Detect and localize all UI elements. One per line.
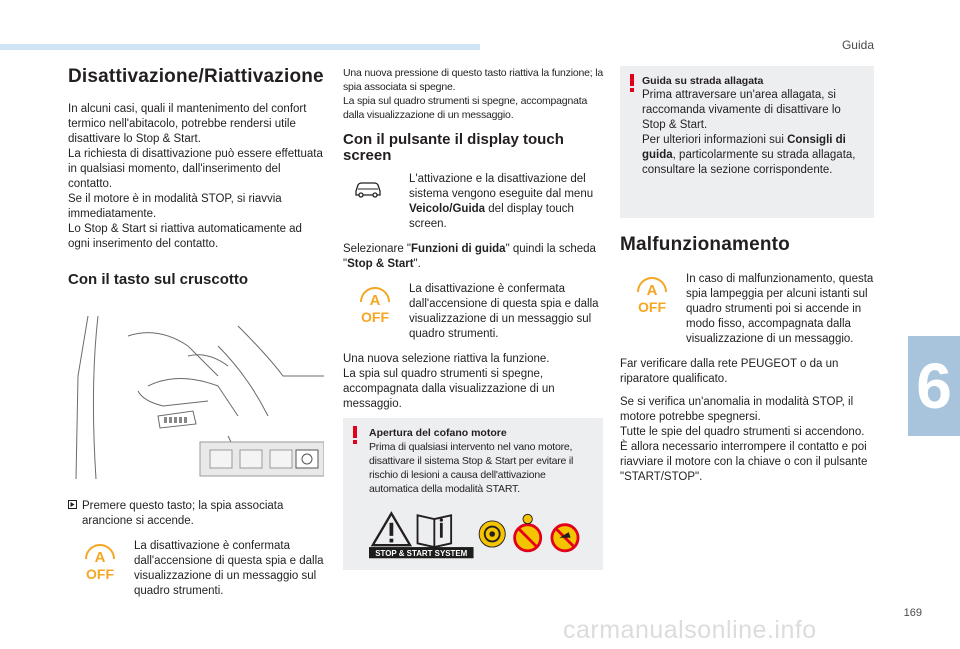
reactivate-line-1: Una nuova selezione riattiva la funzione. — [343, 353, 550, 365]
bullet-text: Premere questo tasto; la spia associata arancione si accende. — [82, 500, 284, 527]
off-indicator-row-3 — [620, 272, 874, 347]
touch-row — [343, 172, 603, 232]
off-icon-letter: A — [646, 282, 658, 299]
select-text: Selezionare "Funzioni di guida" quindi la scheda "Stop & Start". — [343, 243, 596, 270]
fault-para-2a: Se si verifica un'anomalia in modalità STOP, il motore potrebbe spegnersi. — [620, 396, 854, 423]
dashboard-illustration — [68, 316, 324, 479]
off-indicator-row-2 — [343, 282, 603, 342]
para-spia-spegne: La spia sul quadro strumenti si spegne, accompagnata dalla visualizzazione di un messaggio. — [343, 95, 588, 121]
title-disattivazione: Disattivazione/Riattivazione — [68, 66, 324, 87]
stop-start-off-icon — [78, 539, 122, 588]
reactivate-line-2: La spia sul quadro strumenti si spegne, accompagnata dalla visualizzazione di un messaggio. — [343, 368, 555, 410]
warning-allagata-text-1: Prima attraversare un'area allagata, si raccomanda vivamente di disattivare lo Stop & Start. — [642, 89, 841, 131]
warning-cofano — [343, 418, 603, 570]
touch-text: L'attivazione e la disattivazione del sistema vengono eseguite dal menu Veicolo/Guida del display touch screen. — [409, 173, 594, 230]
fault-para-1: Far verificare dalla rete PEUGEOT o da un riparatore qualificato. — [620, 358, 839, 385]
column-left — [68, 66, 324, 599]
off-icon-letter: A — [369, 292, 381, 309]
off-icon-word: OFF — [638, 299, 666, 315]
intro-line-3: Se il motore è in modalità STOP, si riavvia immediatamente. — [68, 193, 282, 220]
dashboard-drawing — [68, 316, 324, 479]
bullet-arrow-icon — [68, 499, 82, 529]
off-icon-letter: A — [94, 549, 106, 566]
car-touch-menu-icon — [353, 178, 397, 203]
stop-start-sticker — [369, 508, 593, 560]
para-nuova-pressione: Una nuova pressione di questo tasto riattiva la funzione; la spia associata si spegne. — [343, 67, 604, 93]
fault-off-text: In caso di malfunzionamento, questa spia lampeggia per alcuni istanti sul quadro strumenti poi si accende in modo fisso, accompagnata dalla visualizzazione di un messaggio. — [686, 273, 874, 345]
heading-cruscotto: Con il tasto sul cruscotto — [68, 271, 249, 288]
intro-line-2: La richiesta di disattivazione può essere effettuata in qualsiasi momento, dall'inserimento del contatto. — [68, 148, 323, 190]
section-label: Guida — [841, 38, 874, 52]
warning-cofano-title: Apertura del cofano motore — [369, 427, 507, 439]
exclamation-icon — [351, 426, 359, 444]
intro-line-4: Lo Stop & Start si riattiva automaticamente ad ogni inserimento del contatto. — [68, 223, 302, 250]
top-color-bar — [0, 44, 480, 50]
column-middle — [343, 66, 603, 570]
watermark: carmanualsonline.info — [563, 616, 817, 644]
off-text-2: La disattivazione è confermata dall'accensione di questa spia e dalla visualizzazione di un messaggio sul quadro strumenti. — [409, 283, 599, 340]
intro-line-1: In alcuni casi, quali il mantenimento del confort termico nell'abitacolo, potrebbe rendersi utile disattivare lo Stop & Start. — [68, 103, 307, 145]
stop-start-off-icon — [630, 272, 674, 321]
off-text-1: La disattivazione è confermata dall'accensione di questa spia e dalla visualizzazione di un messaggio sul quadro strumenti. — [134, 540, 324, 597]
fault-para-2c: È allora necessario interrompere il contatto e poi riavviare il motore con la chiave o con il pulsante "START/STOP". — [620, 441, 868, 483]
fault-para-2b: Tutte le spie del quadro strumenti si accendono. — [620, 426, 865, 438]
warning-allagata — [620, 66, 874, 218]
exclamation-icon — [628, 74, 636, 92]
off-indicator-row — [68, 539, 324, 599]
heading-touch: Con il pulsante il display touch screen — [343, 131, 564, 164]
stop-start-off-icon — [353, 282, 397, 331]
off-icon-word: OFF — [86, 566, 114, 582]
warning-allagata-text-2: Per ulteriori informazioni sui Consigli di guida, particolarmente su strada allagata, consultare la sezione corrispondente. — [642, 134, 856, 176]
chapter-tab: 6 — [908, 336, 960, 436]
column-right — [620, 66, 874, 485]
sticker-label: STOP & START SYSTEM — [375, 548, 468, 558]
bullet-premere — [68, 499, 324, 529]
warning-cofano-text: Prima di qualsiasi intervento nel vano motore, disattivare il sistema Stop & Start per evitare il rischio di lesioni a causa dell'attivazione automatica della modalità START. — [369, 441, 574, 495]
page-number: 169 — [903, 607, 922, 619]
off-icon-word: OFF — [361, 309, 389, 325]
title-malfunzionamento: Malfunzionamento — [620, 234, 790, 255]
warning-allagata-title: Guida su strada allagata — [642, 75, 764, 87]
